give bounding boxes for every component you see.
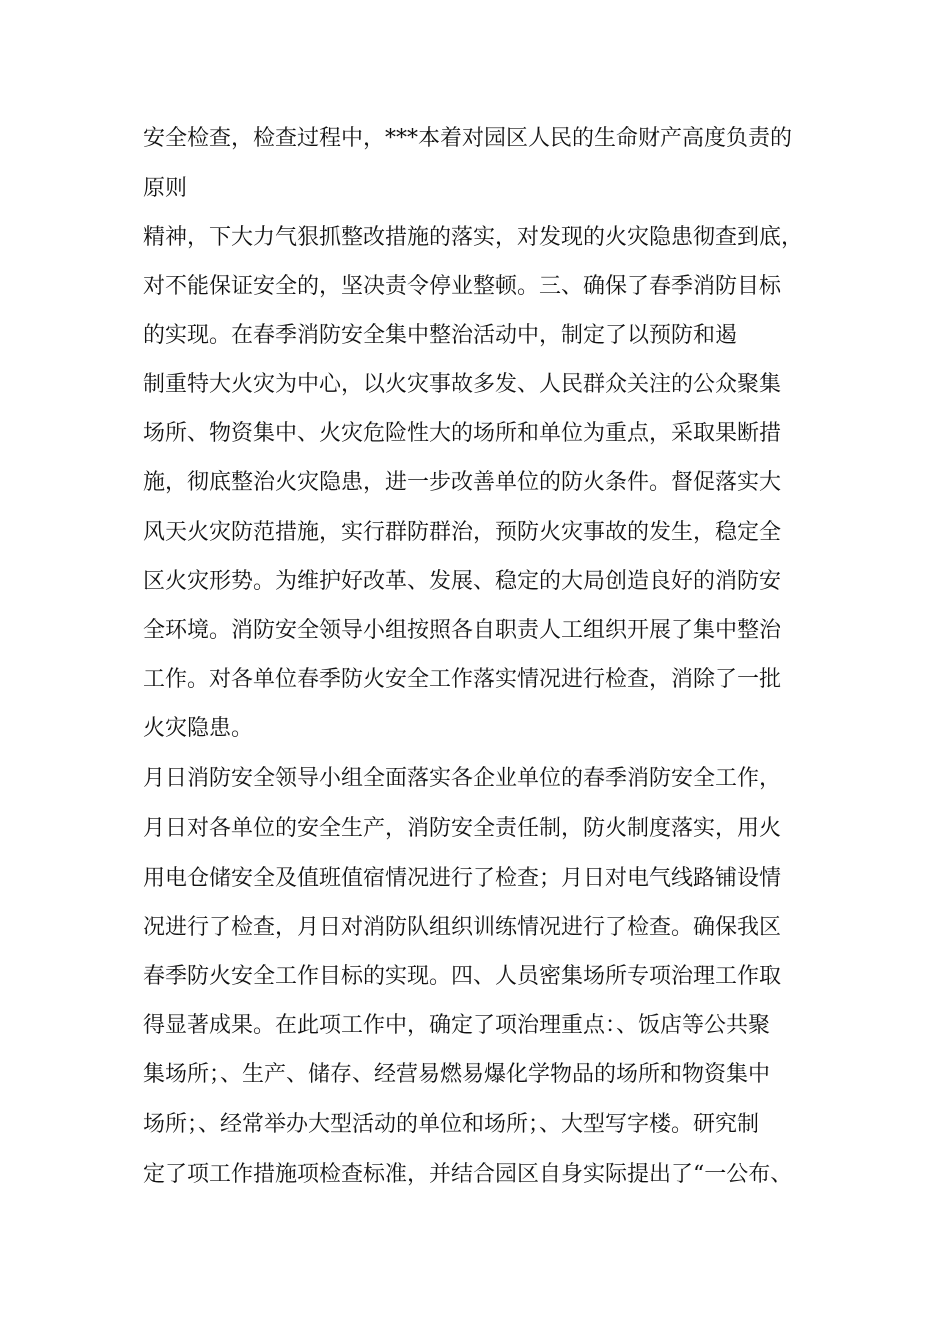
text-line: 得显著成果。在此项工作中，确定了项治理重点：、饭店等公共聚 bbox=[143, 1013, 771, 1038]
text-line: 制重特大火灾为中心，以火灾事故多发、人民群众关注的公众聚集 bbox=[143, 372, 782, 397]
text-line: 施，彻底整治火灾隐患，进一步改善单位的防火条件。督促落实大 bbox=[143, 470, 782, 495]
text-line: 对不能保证安全的，坚决责令停业整顿。三、确保了春季消防目标 bbox=[143, 274, 782, 299]
text-line: 月日对各单位的安全生产，消防安全责任制，防火制度落实，用火 bbox=[143, 816, 782, 841]
text-line: 场所、物资集中、火灾危险性大的场所和单位为重点，采取果断措 bbox=[143, 421, 782, 446]
text-line: 风天火灾防范措施，实行群防群治，预防火灾事故的发生，稳定全 bbox=[143, 520, 782, 545]
text-line: 原则 bbox=[143, 176, 188, 201]
text-line: 工作。对各单位春季防火安全工作落实情况进行检查，消除了一批 bbox=[143, 667, 782, 692]
text-line: 用电仓储安全及值班值宿情况进行了检查；月日对电气线路铺设情 bbox=[143, 866, 782, 891]
text-line: 场所；、经常举办大型活动的单位和场所；、大型写字楼。研究制 bbox=[143, 1112, 760, 1137]
text-line: 春季防火安全工作目标的实现。四、人员密集场所专项治理工作取 bbox=[143, 964, 782, 989]
text-line: 的实现。在春季消防安全集中整治活动中，制定了以预防和遏 bbox=[143, 323, 738, 348]
text-line: 区火灾形势。为维护好改革、发展、稳定的大局创造良好的消防安 bbox=[143, 569, 782, 594]
text-line: 精神，下大力气狠抓整改措施的落实，对发现的火灾隐患彻查到底， bbox=[143, 225, 804, 250]
text-line: 定了项工作措施项检查标准，并结合园区自身实际提出了“一公布、 bbox=[143, 1162, 793, 1187]
text-line: 况进行了检查，月日对消防队组织训练情况进行了检查。确保我区 bbox=[143, 915, 782, 940]
text-line: 全环境。消防安全领导小组按照各自职责人工组织开展了集中整治 bbox=[143, 618, 782, 643]
text-line: 安全检查，检查过程中，***本着对园区人民的生命财产高度负责的 bbox=[143, 126, 793, 151]
text-line: 集场所；、生产、储存、经营易燃易爆化学物品的场所和物资集中 bbox=[143, 1062, 771, 1087]
text-line: 月日消防安全领导小组全面落实各企业单位的春季消防安全工作， bbox=[143, 766, 782, 791]
text-line: 火灾隐患。 bbox=[143, 716, 254, 741]
